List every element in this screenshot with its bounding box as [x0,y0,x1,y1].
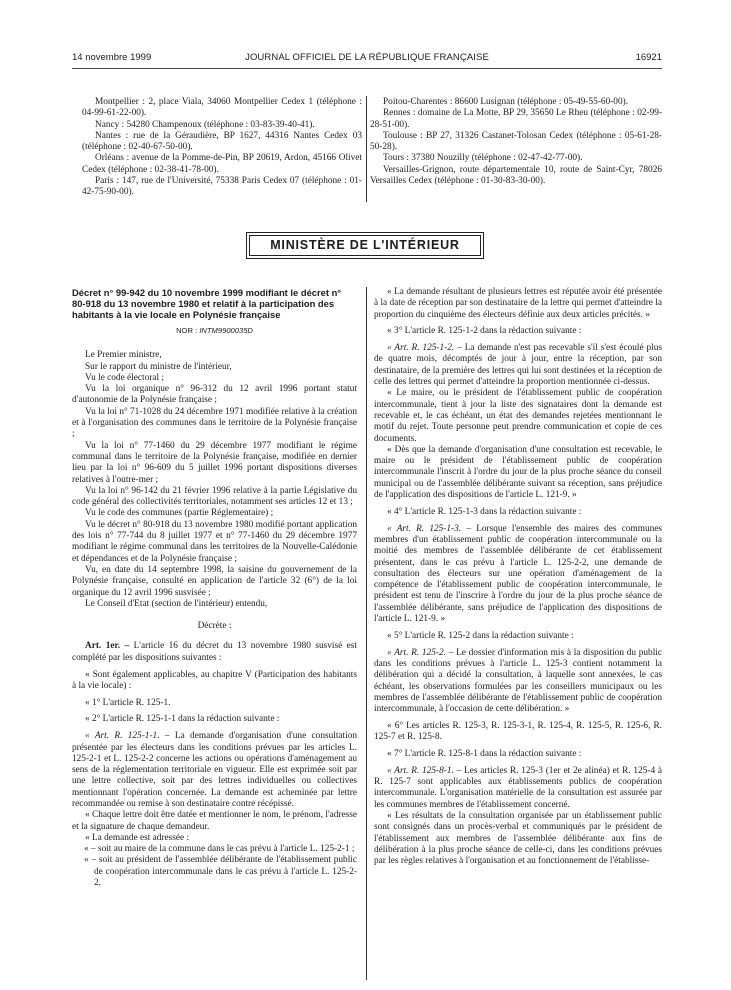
page-header [72,52,662,69]
address-toulouse: Toulouse : BP 27, 31326 Castanet-Tolosan Cedex (téléphone : 05-61-28-50-28). [370,130,662,153]
preamble-prime-minister: Le Premier ministre, [85,350,162,361]
decrete-heading: Décrète : [197,621,232,632]
article-r-125-8-1 [374,766,662,811]
address-list-left [82,97,362,199]
preamble-visa: Vu la loi n° 96-142 du 21 février 1996 relative à la partie Législative du code général des collectivités territoriales, notamment ses articles 12 et 13 ; [72,485,357,508]
header-journal-title: JOURNAL OFFICIEL DE LA RÉPUBLIQUE FRANÇAISE [245,52,489,63]
address-versailles: Versailles-Grignon, route départementale 10, route de Saint-Cyr, 78026 Versailles Cedex (téléphone : 01-30-83-30-00). [370,164,662,187]
list-item: « – soit au maire de la commune dans le cas prévu à l'article L. 125-2-1 ; [84,844,355,855]
header-page-number: 16921 [635,52,662,63]
address-nancy: Nancy : 54280 Champenoux (téléphone : 03-83-39-40-41). [95,119,315,130]
article-text: – Le dossier d'information mis à la disposition du public dans les conditions prévues à l'article L. 125-3 contient notamment la délibération qui a décidé la consultation, à laquelle sont annexées, le cas échéant, les observations formulées par les conseillers municipaux ou les membres de l'assemblée délibérante de l'établissement public de coopération intercommunale, à l'occasion de cette délibération. » [374,647,662,715]
paragraph: « 5° L'article R. 125-2 dans la rédaction suivante : [387,630,574,641]
address-tours: Tours : 37380 Nouzilly (téléphone : 02-47-42-77-00). [383,153,583,164]
nor-label: NOR : [176,326,198,335]
ministry-heading: MINISTÈRE DE L'INTÉRIEUR [249,235,481,256]
preamble-visa: Vu le décret n° 80-918 du 13 novembre 1980 modifié portant application des lois n° 77-744 du 8 juillet 1977 et n° 77-1460 du 29 décembre 1977 modifiant le régime communal dans les territoires de la Nouvelle-Calédonie et dépendances et de la Polynésie française ; [72,519,357,564]
address-poitou-charentes: Poitou-Charentes : 86600 Lusignan (téléphone : 05-49-55-60-00). [383,97,629,107]
address-montpellier: Montpellier : 2, place Viala, 34060 Montpellier Cedex 1 (téléphone : 04-99-61-22-00). [82,97,362,119]
preamble-visa: Vu le code électoral ; [85,372,164,383]
article-text: – La demande n'est pas recevable s'il s'est écoulé plus de quatre mois, décomptés de jour à jour, entre la réception, par son destinataire, de la première des lettres qui lui sont destinées et la réception de celle des lettres qui permet d'atteindre la proportion mentionnée ci-dessus. [374,343,662,388]
preamble-visa: Vu la loi organique n° 96-312 du 12 avril 1996 portant statut d'autonomie de la Polynésie française ; [72,384,357,406]
address-paris: Paris : 147, rue de l'Université, 75338 Paris Cedex 07 (téléphone : 01-42-75-90-00). [82,176,362,198]
list-item: « – soit au président de l'assemblée délibérante de l'établissement public de coopération intercommunale dans le cas prévu à l'article L. 125-2-2. [84,855,357,889]
column-divider [366,96,367,202]
article-text: – Lorsque l'ensemble des maires des communes membres d'un établissement public de coopération intercommunale ou la moitié des membres de l'assemblée délibérante de cet établissement présentent, dans le cas prévu à l'article L. 125-2-2, une demande de consultation des électeurs sur une opération d'aménagement de la compétence de l'établissement public de coopération intercommunale, le président est tenu de l'inscrire à l'ordre du jour de la plus proche séance de l'assemblée délibérante, sans préjudice de l'application des dispositions de l'article L. 121-9. » [374,523,662,625]
preamble-report: Sur le rapport du ministre de l'intérieur, [85,361,232,372]
article-1-text: L'article 16 du décret du 13 novembre 1980 susvisé est complété par les dispositions suivantes : [72,641,358,663]
article-r-125-2 [374,648,662,716]
preamble-conseil-etat: Le Conseil d'Etat (section de l'intérieur) entendu, [85,598,268,609]
article-r-125-1-2 [374,343,662,388]
paragraph: « Le maire, ou le président de l'établissement public de coopération intercommunale, tient à jour la liste des signataires dont la demande est recevable et, le cas échéant, un état des demandes rejetées mentionnant le motif du rejet. Toute personne peut prendre communication et copie de ces documents. [374,388,662,444]
preamble-visa: Vu la loi n° 77-1460 du 29 décembre 1977 modifiant le régime communal dans le territoire de la Polynésie française, modifiée en dernier lieu par la loi n° 96-609 du 5 juillet 1996 portant dispositions diverses relatives à l'outre-mer ; [72,440,357,485]
preamble-visa: Vu le code des communes (partie Réglementaire) ; [85,508,274,519]
article-label: « Art. R. 125-2. [387,647,446,658]
preamble-visa: Vu la loi n° 71-1028 du 24 décembre 1971 modifiée relative à la création et à l'organisation des communes dans le territoire de la Polynésie française ; [72,406,357,440]
preamble-visa: Vu, en date du 14 septembre 1998, la saisine du gouvernement de la Polynésie française, consulté en application de l'article 32 (6°) de la loi organique du 12 avril 1996 susvisée ; [72,564,357,598]
article-r-125-1-3 [374,524,662,626]
decree-right-column [374,287,662,867]
article-1-label: Art. 1er. – [85,641,130,652]
article-label: « Art. R. 125-8-1. [387,765,454,776]
article-label: « Art. R. 125-1-3. [387,523,462,534]
paragraph: « Dès que la demande d'organisation d'une consultation est recevable, le maire ou le président de l'établissement public de coopération intercommunale l'inscrit à l'ordre du jour de la plus proche séance du conseil municipal ou de l'assemblée délibérante suivant sa réception, sans préjudice de l'application des dispositions de l'article L. 121-9. » [374,444,662,501]
paragraph: « Chaque lettre doit être datée et mentionner le nom, le prénom, l'adresse et la signature de chaque demandeur. [72,810,357,832]
decree-left-column [72,287,357,889]
paragraph: « La demande est adressée : [85,832,190,843]
paragraph: « Les résultats de la consultation organisée par un établissement public sont consignés dans un procès-verbal et communiqués par le président de l'établissement aux membres de l'assemblée délibérante aux fins de délibération à la plus proche séance de celle-ci, dans les conditions prévues par les règles relatives à l'organisation et au fonctionnement de l'établisse- [374,810,662,867]
address-nantes: Nantes : rue de la Géraudière, BP 1627, 44316 Nantes Cedex 03 (téléphone : 02-40-67-50-00). [82,130,362,153]
address-orleans: Orléans : avenue de la Pomme-de-Pin, BP 20619, Ardon, 45166 Olivet Cedex (téléphone : 02-38-41-78-00). [82,153,362,175]
paragraph: « 7° L'article R. 125-8-1 dans la rédaction suivante : [387,748,582,759]
nor-reference [72,325,357,336]
nor-code: INTM9900035D [199,326,253,335]
header-date: 14 novembre 1999 [72,52,152,63]
article-label: « Art. R. 125-1-2. [387,343,455,354]
paragraph: « 4° L'article R. 125-1-3 dans la rédaction suivante : [387,506,582,517]
ministry-heading-box [246,232,484,259]
paragraph: « 3° L'article R. 125-1-2 dans la rédaction suivante : [387,326,582,337]
address-list-right [370,97,662,187]
column-divider [366,287,367,980]
article-label: « Art. R. 125-1-1. [85,731,160,742]
paragraph: « Sont également applicables, au chapitre V (Participation des habitants à la vie locale) : [72,669,357,691]
paragraph: « 6° Les articles R. 125-3, R. 125-3-1, R. 125-4, R. 125-5, R. 125-6, R. 125-7 et R. 125-8. [374,720,662,743]
article-r-125-1-1 [72,731,357,810]
decree-title: Décret n° 99-942 du 10 novembre 1999 modifiant le décret n° 80-918 du 13 novembre 1980 et relatif à la participation des habitants à la vie locale en Polynésie française [72,287,342,320]
paragraph: « 2° L'article R. 125-1-1 dans la rédaction suivante : [85,714,280,725]
paragraph: « La demande résultant de plusieurs lettres est réputée avoir été présentée à la date de réception par son destinataire de la lettre qui permet d'atteindre la proportion du cinquième des électeurs définie aux deux articles précités. » [374,287,662,320]
article-text: – Les articles R. 125-3 (1er et 2e alinéa) et R. 125-4 à R. 125-7 sont applicables aux établissements publics de coopération intercommunale. L'organisation matérielle de la consultation est assurée par les communes membres de l'établissement concerné. [374,765,663,810]
article-1 [72,641,357,664]
address-rennes: Rennes : domaine de La Motte, BP 29, 35650 Le Rheu (téléphone : 02-99-28-51-00). [370,108,662,130]
article-text: – La demande d'organisation d'une consultation présentée par les électeurs dans les conditions prévues par les articles L. 125-2-1 et L. 125-2-2 concerne les actions ou opérations d'aménagement au sens de la réglementation territoriale en vigueur. Elle est exprimée soit par une lettre collective, soit par des lettres individuelles ou collectives mentionnant l'opération concernée. La demande est acheminée par lettre recommandée ou remise à son destinataire contre récépissé. [72,731,357,809]
paragraph: « 1° L'article R. 125-1. [85,697,171,708]
